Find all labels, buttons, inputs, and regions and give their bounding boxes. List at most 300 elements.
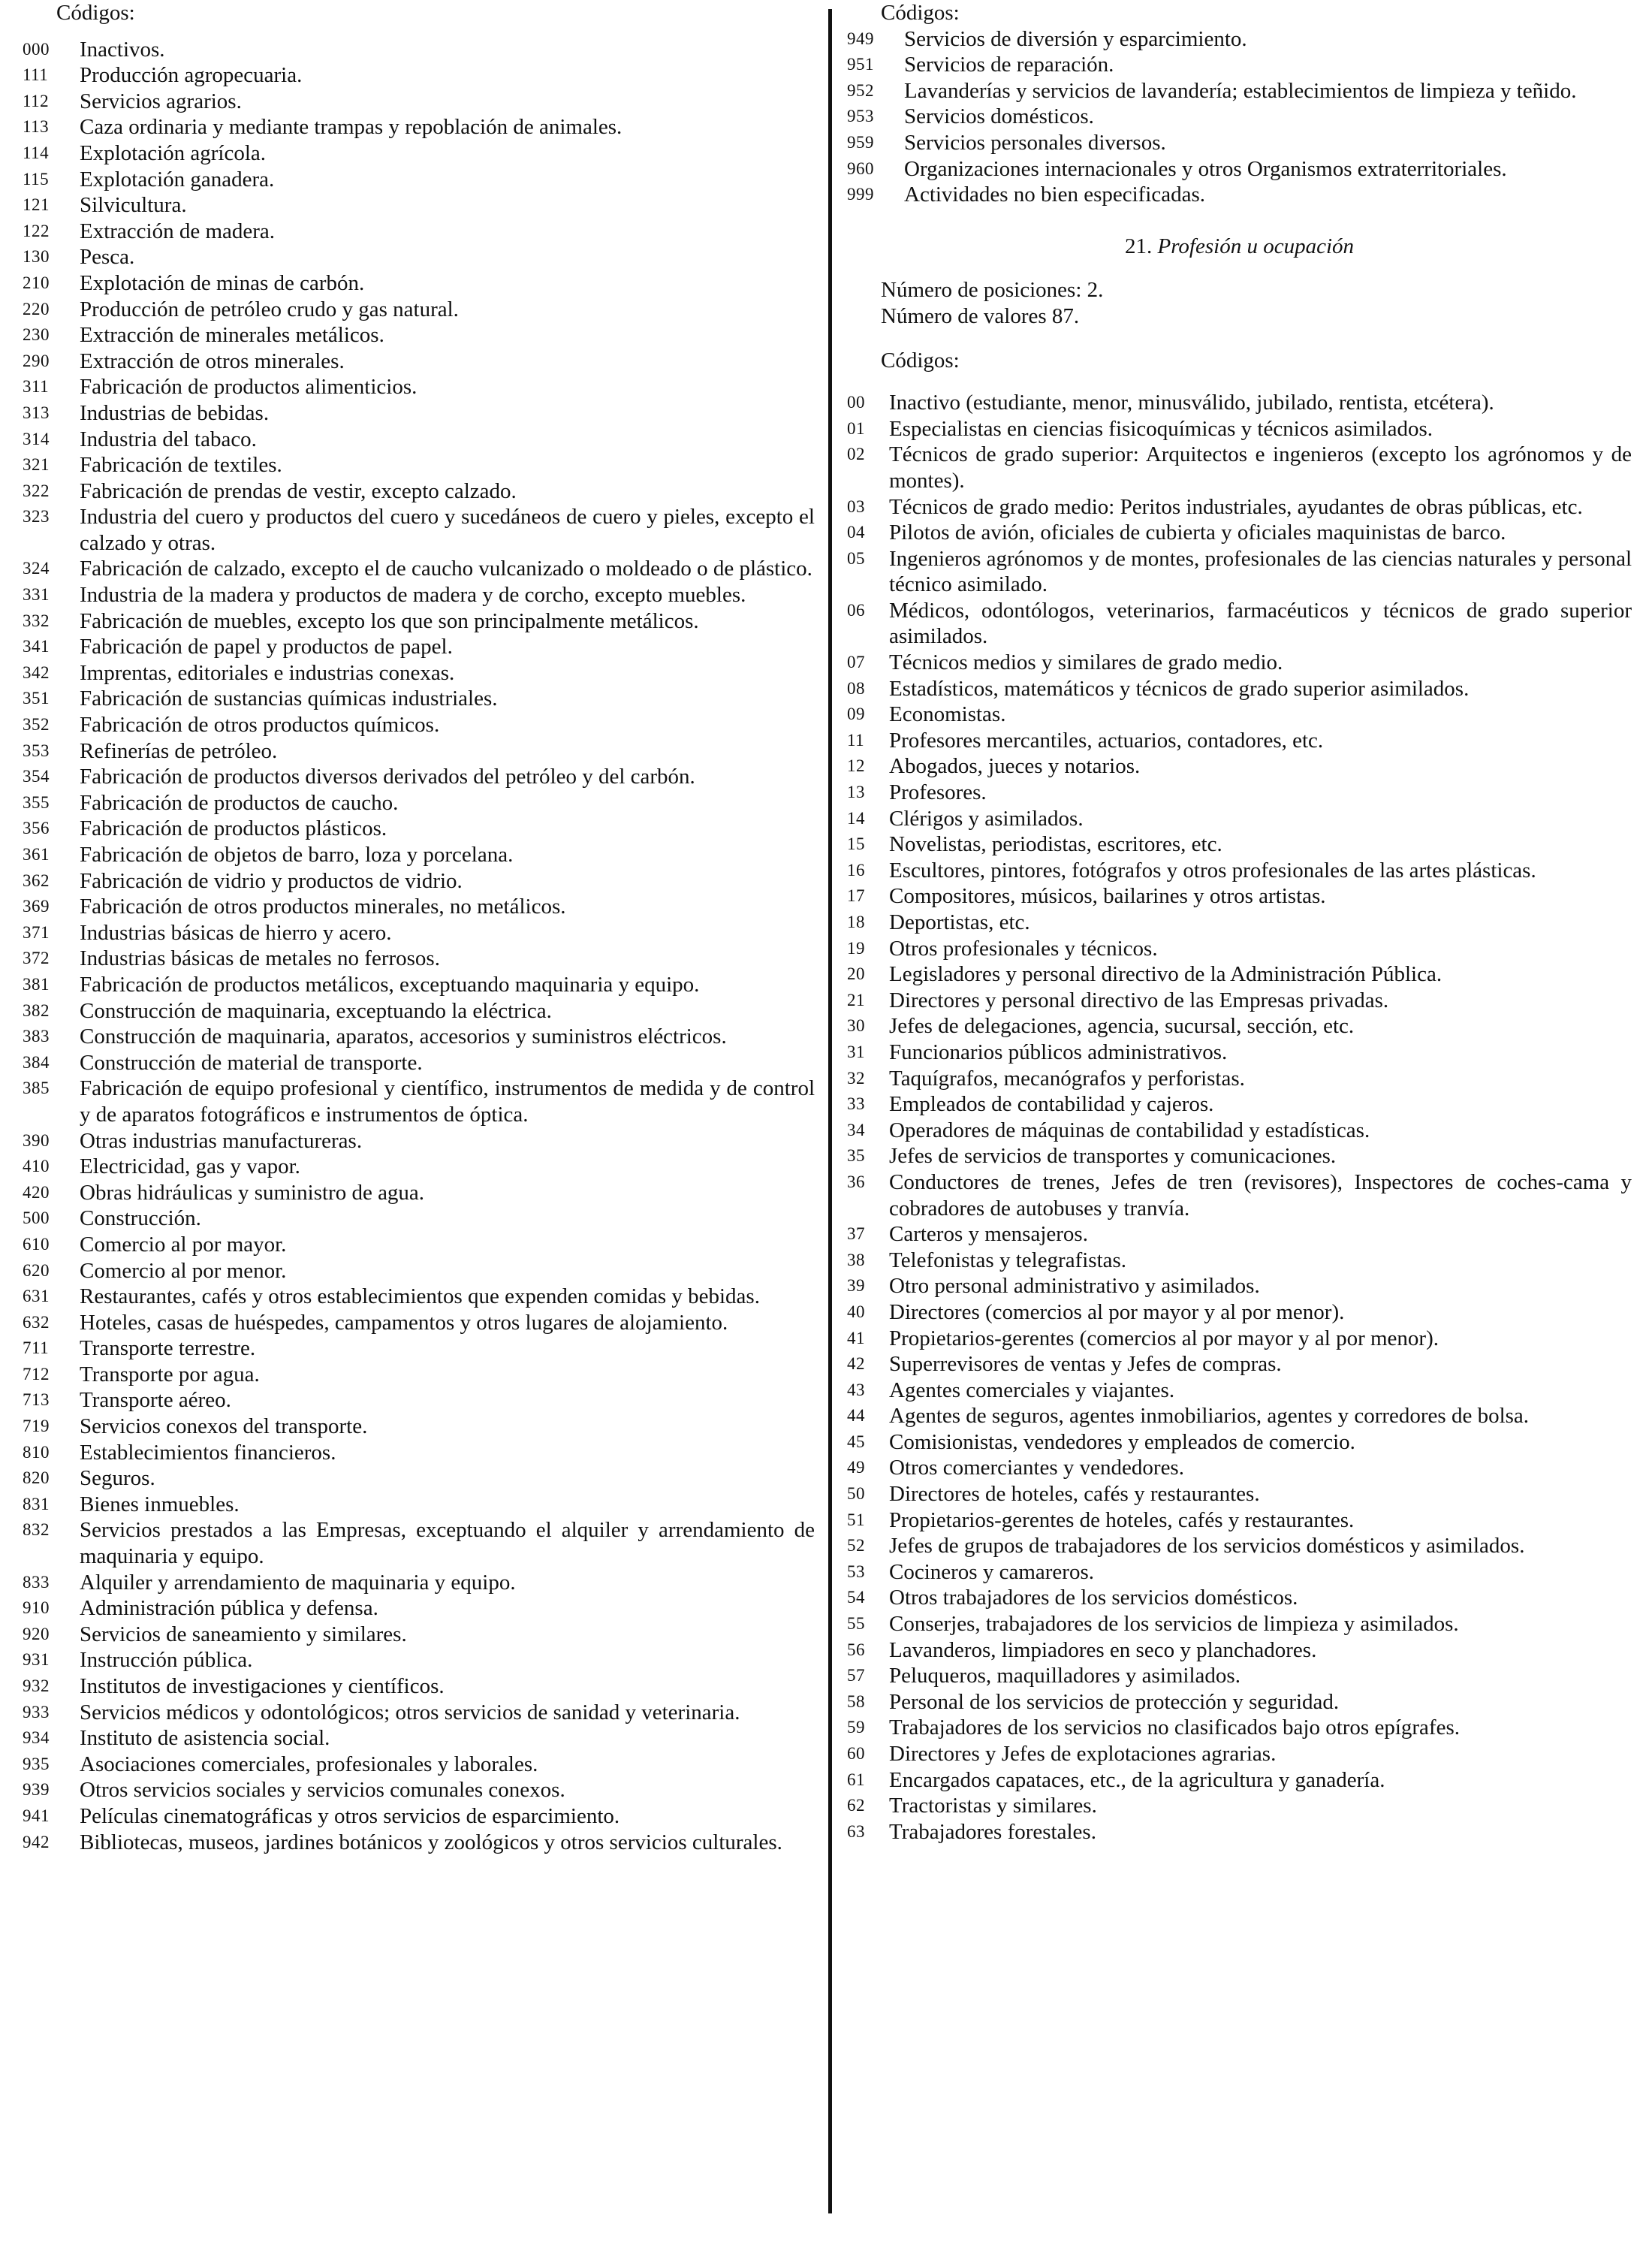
code-entry xyxy=(23,140,815,167)
entry-code: 351 xyxy=(23,689,50,708)
spacer xyxy=(847,330,1632,348)
spacer xyxy=(847,259,1632,277)
code-entry xyxy=(23,1076,815,1127)
entry-code: 15 xyxy=(847,834,865,854)
entry-description: Otros trabajadores de los servicios domésticos. xyxy=(889,1586,1298,1610)
entry-code: 50 xyxy=(847,1484,865,1504)
entry-description: Lavanderías y servicios de lavandería; establecimientos de limpieza y teñido. xyxy=(904,78,1577,103)
entry-code: 632 xyxy=(23,1312,50,1332)
entry-description: Empleados de contabilidad y cajeros. xyxy=(889,1092,1214,1117)
entry-description: Servicios conexos del transporte. xyxy=(80,1414,368,1439)
entry-code: 620 xyxy=(23,1260,50,1280)
entry-description: Institutos de investigaciones y científicos. xyxy=(80,1674,445,1698)
code-entry xyxy=(23,1362,815,1388)
code-entry xyxy=(23,1310,815,1336)
code-entry xyxy=(847,1507,1632,1534)
code-entry xyxy=(847,910,1632,936)
code-entry xyxy=(23,894,815,920)
entry-description: Obras hidráulicas y suministro de agua. xyxy=(80,1180,425,1205)
entry-description: Trabajadores forestales. xyxy=(889,1819,1096,1844)
code-entry xyxy=(23,297,815,323)
code-entry xyxy=(847,1793,1632,1819)
entry-code: 38 xyxy=(847,1250,865,1269)
entry-code: 16 xyxy=(847,860,865,880)
entry-description: Transporte aéreo. xyxy=(80,1388,231,1413)
code-entry xyxy=(847,780,1632,806)
code-entry xyxy=(847,1689,1632,1715)
entry-description: Construcción de material de transporte. xyxy=(80,1050,423,1075)
entry-description: Servicios agrarios. xyxy=(80,89,242,113)
entry-description: Conserjes, trabajadores de los servicios de limpieza y asimilados. xyxy=(889,1612,1459,1637)
entry-description: Extracción de madera. xyxy=(80,219,276,243)
entry-description: Especialistas en ciencias fisicoquímicas y técnicos asimilados. xyxy=(889,416,1433,441)
code-entry xyxy=(23,37,815,63)
entry-code: 935 xyxy=(23,1754,50,1773)
entry-description: Agentes de seguros, agentes inmobiliarios, agentes y corredores de bolsa. xyxy=(889,1404,1530,1429)
code-entry xyxy=(23,764,815,790)
entry-code: 951 xyxy=(847,55,874,74)
entry-code: 910 xyxy=(23,1598,50,1618)
code-entry xyxy=(847,104,1632,130)
entry-description: Servicios prestados a las Empresas, exceptuando el alquiler y arrendamiento de maquinaria y equipo. xyxy=(80,1518,815,1569)
code-entry xyxy=(23,1492,815,1518)
code-entry xyxy=(847,1429,1632,1456)
code-entry xyxy=(23,270,815,297)
left-code-list xyxy=(23,37,815,1856)
entry-description: Servicios de diversión y esparcimiento. xyxy=(904,26,1247,51)
entry-code: 31 xyxy=(847,1042,865,1061)
code-entry xyxy=(23,114,815,140)
code-entry xyxy=(847,753,1632,780)
code-entry xyxy=(847,1663,1632,1689)
entry-description: Fabricación de equipo profesional y científico, instrumentos de medida y de control y de aparatos fotográficos e instrumentos de óptica. xyxy=(80,1076,815,1127)
code-entry xyxy=(847,1741,1632,1767)
entry-code: 353 xyxy=(23,741,50,760)
code-entry xyxy=(847,1040,1632,1066)
positions-count: Número de posiciones: 2. xyxy=(881,278,1104,303)
entry-code: 949 xyxy=(847,29,874,48)
left-codes-heading: Códigos: xyxy=(56,1,135,25)
entry-description: Abogados, jueces y notarios. xyxy=(889,754,1141,779)
code-entry xyxy=(847,494,1632,521)
code-entry xyxy=(23,608,815,635)
entry-code: 56 xyxy=(847,1640,865,1659)
code-entry xyxy=(23,1647,815,1673)
spacer xyxy=(847,373,1632,390)
entry-description: Compositores, músicos, bailarines y otros artistas. xyxy=(889,884,1326,909)
entry-code: 331 xyxy=(23,585,50,605)
code-entry xyxy=(847,1299,1632,1326)
code-entry xyxy=(23,1777,815,1803)
entry-code: 18 xyxy=(847,913,865,931)
entry-description: Servicios médicos y odontológicos; otros servicios de sanidad y veterinaria. xyxy=(80,1700,740,1724)
entry-code: 00 xyxy=(847,393,865,412)
entry-description: Servicios domésticos. xyxy=(904,104,1094,129)
entry-code: 122 xyxy=(23,221,50,240)
entry-code: 832 xyxy=(23,1520,50,1540)
code-entry xyxy=(847,1767,1632,1794)
entry-description: Industria del tabaco. xyxy=(80,427,257,451)
code-entry xyxy=(847,520,1632,546)
entry-code: 44 xyxy=(847,1406,865,1426)
code-entry xyxy=(847,1715,1632,1741)
entry-description: Imprentas, editoriales e industrias conexas. xyxy=(80,660,455,685)
entry-code: 371 xyxy=(23,922,50,942)
entry-description: Fabricación de muebles, excepto los que son principalmente metálicos. xyxy=(80,608,699,633)
entry-description: Cocineros y camareros. xyxy=(889,1559,1094,1584)
code-entry xyxy=(23,1387,815,1414)
code-entry xyxy=(23,1258,815,1284)
code-entry xyxy=(847,702,1632,728)
entry-description: Fabricación de objetos de barro, loza y porcelana. xyxy=(80,843,514,867)
entry-description: Establecimientos financieros. xyxy=(80,1440,336,1465)
entry-description: Producción de petróleo crudo y gas natural. xyxy=(80,297,459,321)
entry-description: Directores y personal directivo de las Empresas privadas. xyxy=(889,988,1389,1012)
code-entry xyxy=(23,1465,815,1492)
entry-description: Hoteles, casas de huéspedes, campamentos y otros lugares de alojamiento. xyxy=(80,1310,728,1335)
code-entry xyxy=(847,1248,1632,1274)
section-title: Profesión u ocupación xyxy=(1157,234,1354,258)
code-entry xyxy=(23,1517,815,1569)
entry-description: Directores (comercios al por mayor y al por menor). xyxy=(889,1299,1345,1324)
entry-code: 34 xyxy=(847,1120,865,1139)
entry-description: Alquiler y arrendamiento de maquinaria y equipo. xyxy=(80,1570,516,1595)
entry-description: Administración pública y defensa. xyxy=(80,1596,378,1621)
entry-description: Fabricación de productos de caucho. xyxy=(80,790,399,815)
entry-description: Industria de la madera y productos de madera y de corcho, excepto muebles. xyxy=(80,583,746,608)
entry-description: Escultores, pintores, fotógrafos y otros profesionales de las artes plásticas. xyxy=(889,858,1536,883)
code-entry xyxy=(23,920,815,946)
entry-description: Técnicos de grado superior: Arquitectos e ingenieros (excepto los agrónomos y de montes). xyxy=(889,442,1632,493)
entry-code: 941 xyxy=(23,1806,50,1825)
code-entry xyxy=(23,1570,815,1596)
entry-description: Organizaciones internacionales y otros Organismos extraterritoriales. xyxy=(904,156,1507,181)
code-entry xyxy=(847,26,1632,53)
entry-code: 420 xyxy=(23,1182,50,1202)
entry-code: 12 xyxy=(847,756,865,776)
entry-code: 939 xyxy=(23,1780,50,1800)
entry-code: 332 xyxy=(23,611,50,630)
code-entry xyxy=(847,806,1632,832)
entry-description: Jefes de delegaciones, agencia, sucursal, sección, etc. xyxy=(889,1014,1355,1039)
entry-code: 42 xyxy=(847,1354,865,1374)
code-entry xyxy=(847,52,1632,78)
code-entry xyxy=(23,1830,815,1856)
entry-description: Operadores de máquinas de contabilidad y estadísticas. xyxy=(889,1118,1370,1142)
entry-code: 37 xyxy=(847,1224,865,1244)
entry-code: 342 xyxy=(23,662,50,682)
entry-description: Construcción de maquinaria, aparatos, accesorios y suministros eléctricos. xyxy=(80,1024,727,1049)
entry-description: Otro personal administrativo y asimilados. xyxy=(889,1274,1260,1299)
code-entry xyxy=(23,1673,815,1700)
code-entry xyxy=(847,1221,1632,1248)
entry-description: Técnicos medios y similares de grado medio. xyxy=(889,650,1283,675)
section-heading xyxy=(847,234,1632,260)
code-entry xyxy=(847,156,1632,183)
entry-code: 352 xyxy=(23,715,50,735)
entry-description: Pilotos de avión, oficiales de cubierta y oficiales maquinistas de barco. xyxy=(889,521,1506,545)
right-codes-heading: Códigos: xyxy=(881,1,960,25)
entry-code: 53 xyxy=(847,1562,865,1581)
code-entry xyxy=(23,192,815,219)
entry-code: 230 xyxy=(23,325,50,345)
code-entry xyxy=(23,1284,815,1310)
code-entry xyxy=(23,1335,815,1362)
entry-description: Explotación agrícola. xyxy=(80,140,267,165)
entry-code: 313 xyxy=(23,403,50,422)
entry-code: 719 xyxy=(23,1417,50,1436)
entry-code: 953 xyxy=(847,107,874,126)
code-entry xyxy=(23,1622,815,1648)
entry-description: Fabricación de calzado, excepto el de caucho vulcanizado o moldeado o de plástico. xyxy=(80,557,812,581)
code-entry xyxy=(847,1066,1632,1092)
entry-code: 45 xyxy=(847,1432,865,1451)
occupation-code-list xyxy=(847,390,1632,1845)
code-entry xyxy=(847,1481,1632,1507)
entry-description: Comercio al por menor. xyxy=(80,1258,287,1283)
right-top-code-list xyxy=(847,26,1632,208)
entry-code: 59 xyxy=(847,1718,865,1737)
entry-code: 02 xyxy=(847,445,865,464)
code-entry xyxy=(23,686,815,712)
entry-code: 931 xyxy=(23,1650,50,1670)
code-entry xyxy=(23,1050,815,1076)
entry-code: 385 xyxy=(23,1079,50,1098)
entry-description: Profesores mercantiles, actuarios, contadores, etc. xyxy=(889,728,1324,753)
column-divider xyxy=(828,9,832,2213)
code-entry xyxy=(847,442,1632,493)
entry-description: Construcción de maquinaria, exceptuando la eléctrica. xyxy=(80,998,552,1023)
entry-code: 54 xyxy=(847,1588,865,1607)
entry-code: 111 xyxy=(23,65,49,85)
entry-code: 932 xyxy=(23,1676,50,1695)
code-entry xyxy=(847,831,1632,858)
code-entry xyxy=(847,936,1632,962)
code-entry xyxy=(23,1595,815,1622)
code-entry xyxy=(847,1143,1632,1169)
entry-description: Peluqueros, maquilladores y asimilados. xyxy=(889,1664,1241,1688)
entry-code: 05 xyxy=(847,548,865,568)
entry-description: Directores y Jefes de explotaciones agrarias. xyxy=(889,1742,1277,1766)
code-entry xyxy=(23,504,815,556)
entry-description: Economistas. xyxy=(889,702,1006,727)
entry-code: 713 xyxy=(23,1390,50,1410)
entry-code: 55 xyxy=(847,1614,865,1634)
entry-code: 712 xyxy=(23,1364,50,1384)
entry-code: 63 xyxy=(847,1821,865,1841)
code-entry xyxy=(23,1752,815,1778)
code-entry xyxy=(847,883,1632,910)
entry-description: Deportistas, etc. xyxy=(889,910,1030,934)
code-entry xyxy=(23,400,815,427)
entry-description: Directores de hoteles, cafés y restaurantes. xyxy=(889,1482,1260,1507)
entry-description: Asociaciones comerciales, profesionales y laborales. xyxy=(80,1752,538,1776)
entry-description: Agentes comerciales y viajantes. xyxy=(889,1377,1175,1402)
entry-code: 11 xyxy=(847,730,865,750)
entry-code: 62 xyxy=(847,1796,865,1815)
entry-description: Bienes inmuebles. xyxy=(80,1492,240,1516)
entry-code: 19 xyxy=(847,938,865,958)
entry-code: 311 xyxy=(23,377,50,397)
entry-description: Actividades no bien especificadas. xyxy=(904,183,1206,207)
entry-description: Fabricación de productos alimenticios. xyxy=(80,375,418,400)
code-entry xyxy=(23,374,815,400)
code-entry xyxy=(847,546,1632,598)
entry-code: 354 xyxy=(23,767,50,786)
code-entry xyxy=(23,556,815,582)
entry-description: Construcción. xyxy=(80,1206,201,1231)
entry-code: 41 xyxy=(847,1328,865,1347)
entry-code: 362 xyxy=(23,871,50,890)
code-entry xyxy=(23,1128,815,1154)
code-entry xyxy=(23,1232,815,1258)
code-entry xyxy=(23,427,815,453)
entry-code: 390 xyxy=(23,1130,50,1150)
entry-code: 959 xyxy=(847,132,874,152)
code-entry xyxy=(847,416,1632,442)
entry-code: 934 xyxy=(23,1728,50,1748)
entry-description: Fabricación de productos plásticos. xyxy=(80,816,387,841)
entry-code: 01 xyxy=(847,418,865,438)
code-entry xyxy=(23,478,815,505)
entry-description: Servicios personales diversos. xyxy=(904,130,1166,155)
code-entry xyxy=(847,1559,1632,1586)
entry-description: Médicos, odontólogos, veterinarios, farmacéuticos y técnicos de grado superior asimilados. xyxy=(889,598,1632,649)
code-entry xyxy=(23,868,815,895)
entry-code: 114 xyxy=(23,143,50,162)
section-number: 21. xyxy=(1125,234,1153,258)
code-entry xyxy=(847,858,1632,884)
code-entry xyxy=(847,1637,1632,1664)
code-entry xyxy=(23,790,815,816)
occupation-codes-heading: Códigos: xyxy=(881,348,960,373)
code-entry xyxy=(23,1414,815,1440)
entry-code: 60 xyxy=(847,1744,865,1763)
code-entry xyxy=(23,712,815,738)
code-entry xyxy=(847,1169,1632,1221)
entry-code: 121 xyxy=(23,195,50,215)
entry-description: Fabricación de productos metálicos, exceptuando maquinaria y equipo. xyxy=(80,972,700,997)
code-entry xyxy=(847,728,1632,754)
entry-description: Novelistas, periodistas, escritores, etc. xyxy=(889,832,1222,857)
code-entry xyxy=(847,1377,1632,1404)
entry-description: Fabricación de sustancias químicas industriales. xyxy=(80,686,498,711)
entry-description: Servicios de reparación. xyxy=(904,53,1114,77)
entry-description: Taquígrafos, mecanógrafos y perforistas. xyxy=(889,1066,1245,1091)
code-entry xyxy=(23,634,815,660)
entry-description: Legisladores y personal directivo de la Administración Pública. xyxy=(889,962,1442,987)
spacer xyxy=(23,26,815,37)
entry-description: Extracción de minerales metálicos. xyxy=(80,323,384,348)
entry-description: Tractoristas y similares. xyxy=(889,1794,1097,1818)
entry-code: 410 xyxy=(23,1157,50,1176)
entry-description: Explotación de minas de carbón. xyxy=(80,270,365,295)
code-entry xyxy=(23,1024,815,1050)
code-entry xyxy=(23,1700,815,1726)
entry-description: Películas cinematográficas y otros servicios de esparcimiento. xyxy=(80,1803,620,1828)
entry-code: 130 xyxy=(23,247,50,267)
entry-code: 43 xyxy=(847,1380,865,1399)
entry-description: Encargados capataces, etc., de la agricultura y ganadería. xyxy=(889,1767,1385,1792)
code-entry xyxy=(847,78,1632,104)
code-entry xyxy=(23,816,815,842)
entry-description: Comercio al por mayor. xyxy=(80,1232,287,1257)
entry-code: 323 xyxy=(23,507,50,527)
entry-description: Instituto de asistencia social. xyxy=(80,1726,330,1751)
entry-code: 210 xyxy=(23,273,50,292)
code-entry xyxy=(847,1455,1632,1481)
code-entry xyxy=(23,89,815,115)
code-entry xyxy=(847,988,1632,1014)
entry-code: 13 xyxy=(847,783,865,802)
entry-description: Explotación ganadera. xyxy=(80,167,275,192)
code-entry xyxy=(847,650,1632,676)
entry-code: 384 xyxy=(23,1052,50,1072)
code-entry xyxy=(847,182,1632,208)
entry-description: Extracción de otros minerales. xyxy=(80,349,345,373)
entry-code: 711 xyxy=(23,1338,50,1358)
entry-code: 610 xyxy=(23,1234,50,1254)
code-entry xyxy=(847,598,1632,650)
entry-description: Producción agropecuaria. xyxy=(80,63,303,88)
entry-description: Silvicultura. xyxy=(80,193,187,218)
entry-description: Instrucción pública. xyxy=(80,1648,253,1673)
entry-code: 321 xyxy=(23,455,50,475)
entry-description: Propietarios-gerentes (comercios al por mayor y al por menor). xyxy=(889,1326,1439,1350)
entry-description: Industrias de bebidas. xyxy=(80,400,270,425)
entry-code: 500 xyxy=(23,1208,50,1228)
code-entry xyxy=(847,1585,1632,1611)
entry-description: Fabricación de vidrio y productos de vidrio. xyxy=(80,868,463,893)
entry-code: 341 xyxy=(23,637,50,656)
entry-code: 112 xyxy=(23,91,50,110)
entry-code: 960 xyxy=(847,158,874,178)
entry-code: 52 xyxy=(847,1536,865,1555)
entry-description: Inactivo (estudiante, menor, minusválido, jubilado, rentista, etcétera). xyxy=(889,391,1494,415)
code-entry xyxy=(23,582,815,608)
entry-description: Otros servicios sociales y servicios comunales conexos. xyxy=(80,1778,565,1803)
entry-description: Funcionarios públicos administrativos. xyxy=(889,1040,1228,1064)
code-entry xyxy=(23,946,815,972)
code-entry xyxy=(847,1819,1632,1845)
entry-code: 58 xyxy=(847,1691,865,1711)
entry-description: Otros comerciantes y vendedores. xyxy=(889,1456,1184,1480)
code-entry xyxy=(23,62,815,89)
entry-description: Electricidad, gas y vapor. xyxy=(80,1154,300,1179)
entry-description: Jefes de grupos de trabajadores de los servicios domésticos y asimilados. xyxy=(889,1534,1525,1559)
entry-code: 04 xyxy=(847,523,865,542)
code-entry xyxy=(847,1273,1632,1299)
entry-code: 14 xyxy=(847,808,865,828)
entry-description: Bibliotecas, museos, jardines botánicos y zoológicos y otros servicios culturales. xyxy=(80,1830,782,1854)
code-entry xyxy=(23,322,815,349)
entry-code: 381 xyxy=(23,974,50,994)
entry-code: 113 xyxy=(23,117,50,137)
entry-code: 32 xyxy=(847,1068,865,1088)
entry-description: Pesca. xyxy=(80,245,135,270)
code-entry xyxy=(23,998,815,1024)
entry-description: Telefonistas y telegrafistas. xyxy=(889,1248,1127,1272)
entry-code: 03 xyxy=(847,496,865,516)
entry-code: 30 xyxy=(847,1016,865,1036)
code-entry xyxy=(847,390,1632,416)
code-entry xyxy=(847,676,1632,702)
entry-description: Fabricación de prendas de vestir, excepto calzado. xyxy=(80,478,517,503)
entry-code: 372 xyxy=(23,949,50,968)
entry-description: Transporte por agua. xyxy=(80,1362,260,1387)
code-entry xyxy=(847,1118,1632,1144)
entry-code: 07 xyxy=(847,653,865,672)
